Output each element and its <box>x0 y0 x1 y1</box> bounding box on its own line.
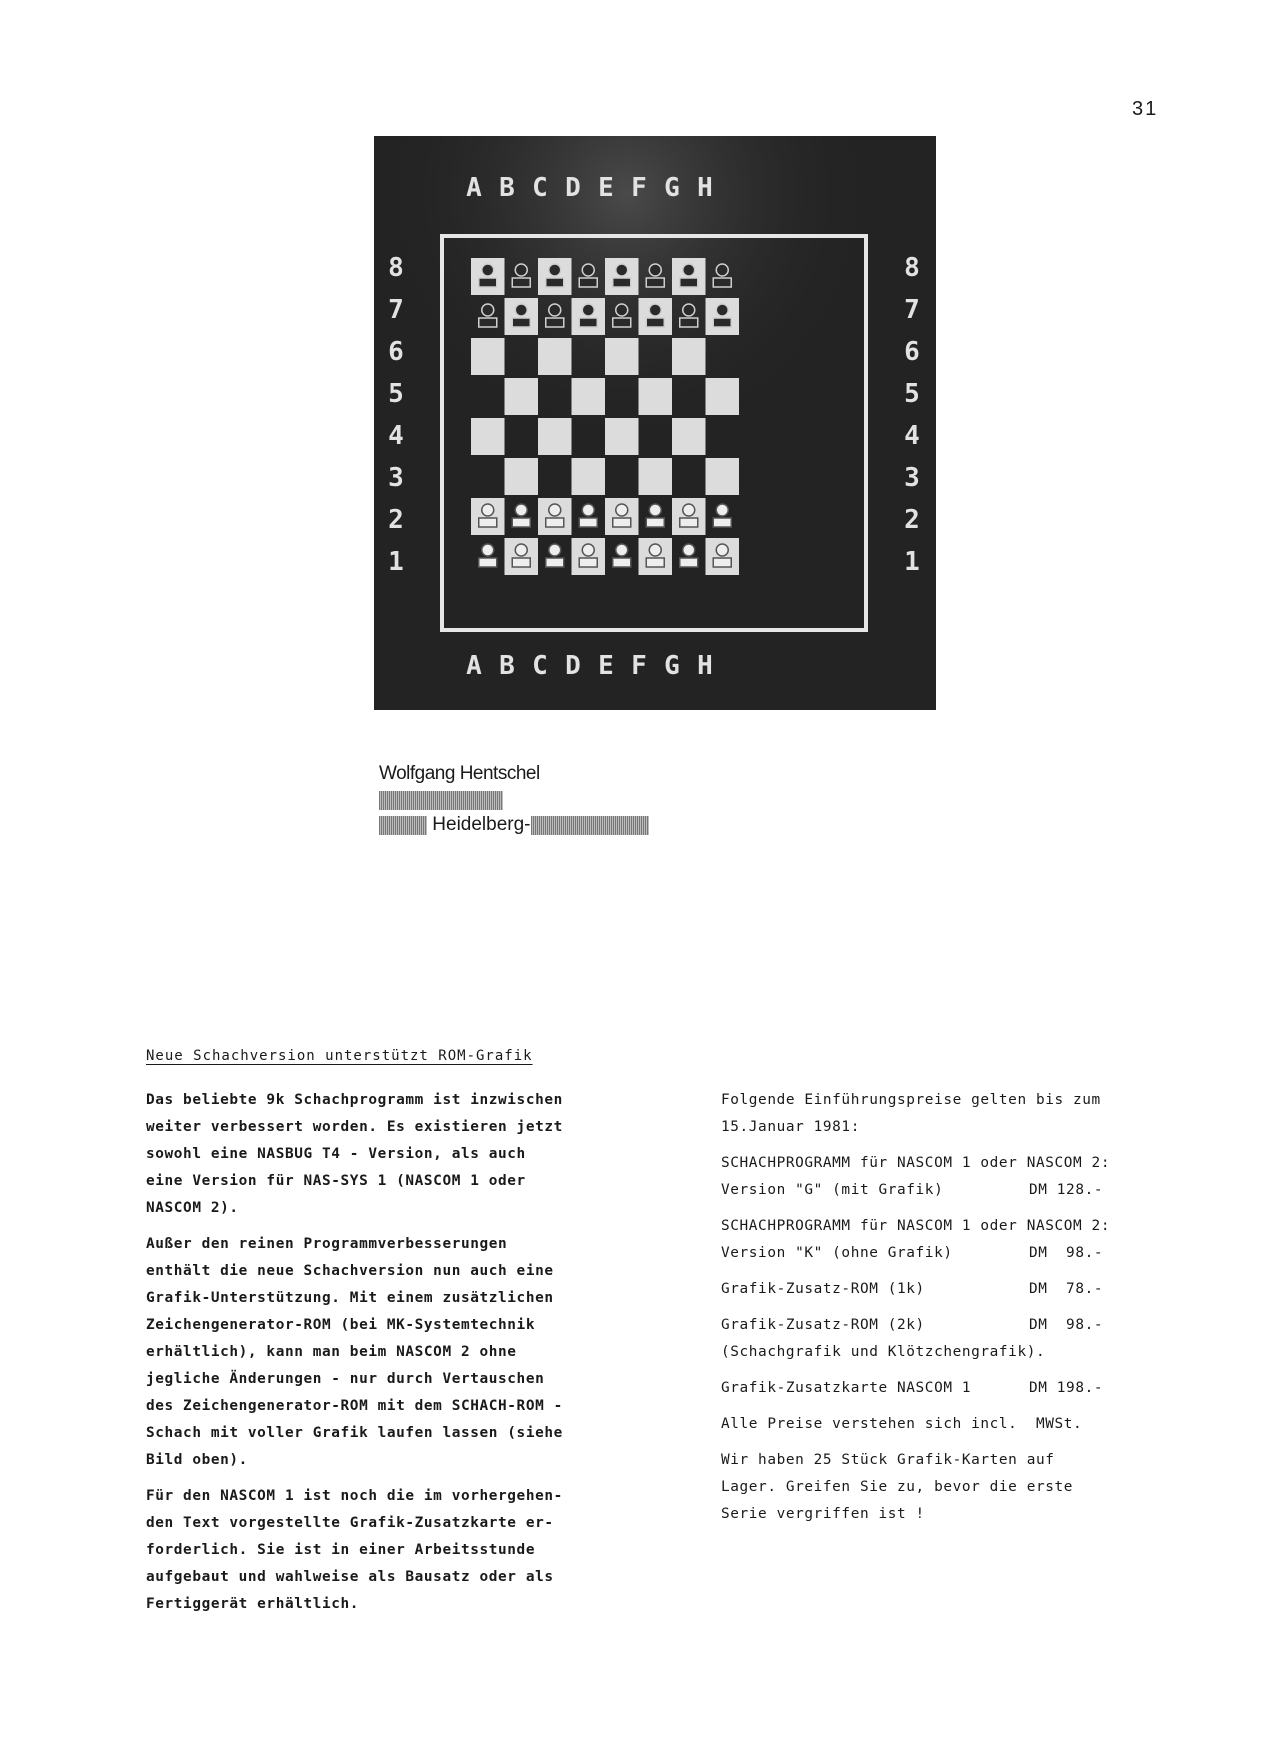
price-item-amount: DM 128.- <box>1029 1182 1104 1198</box>
light-piece-base <box>546 558 564 567</box>
rank-label-right: 2 <box>904 505 920 535</box>
light-piece-base <box>713 518 731 527</box>
light-piece <box>683 544 695 556</box>
dark-piece-base <box>546 318 564 327</box>
dark-piece <box>716 304 728 316</box>
file-label-bottom: D <box>565 651 581 681</box>
price-item-amount: DM 198.- <box>1029 1380 1104 1396</box>
light-piece-base <box>479 558 497 567</box>
light-square <box>538 338 572 375</box>
file-label-bottom: A <box>466 651 482 681</box>
light-square <box>572 458 606 495</box>
file-label-top: C <box>532 173 548 203</box>
rank-label-right: 4 <box>904 421 920 451</box>
light-piece-base <box>579 518 597 527</box>
page-number: 31 <box>1132 98 1159 120</box>
dark-piece-base <box>713 278 731 287</box>
light-piece-base <box>512 558 530 567</box>
author-city-line <box>379 814 649 836</box>
price-item-amount: DM 78.- <box>1029 1281 1104 1297</box>
light-square <box>605 418 639 455</box>
light-piece <box>515 504 527 516</box>
chessboard-image <box>374 136 936 710</box>
light-square <box>471 418 505 455</box>
dark-piece <box>683 304 695 316</box>
rank-label-right: 5 <box>904 379 920 409</box>
light-square <box>639 458 673 495</box>
light-square <box>672 338 706 375</box>
light-piece-base <box>579 558 597 567</box>
price-item-header: SCHACHPROGRAMM für NASCOM 1 oder NASCOM 2: <box>721 1218 1111 1234</box>
vat-note: Alle Preise verstehen sich incl. MWSt. <box>721 1416 1083 1432</box>
author-name: Wolfgang Hentschel <box>379 763 540 784</box>
light-piece <box>616 544 628 556</box>
dark-piece <box>582 304 594 316</box>
light-square <box>639 378 673 415</box>
file-label-top: H <box>697 173 713 203</box>
price-item-label: Grafik-Zusatzkarte NASCOM 1 <box>721 1380 972 1396</box>
price-item-header: SCHACHPROGRAMM für NASCOM 1 oder NASCOM 2: <box>721 1155 1111 1171</box>
article-headline: Neue Schachversion unterstützt ROM-Grafik <box>146 1048 533 1064</box>
redaction-bar <box>531 816 649 835</box>
dark-piece-base <box>579 278 597 287</box>
file-label-bottom: H <box>697 651 713 681</box>
price-item-amount: DM 98.- <box>1029 1317 1104 1333</box>
light-square <box>706 458 740 495</box>
price-item <box>721 1312 1191 1366</box>
light-piece <box>683 504 695 516</box>
dark-piece-base <box>680 318 698 327</box>
rank-label-left: 5 <box>388 379 404 409</box>
redaction-bar <box>379 791 503 810</box>
price-item-label: Grafik-Zusatz-ROM (2k) <box>721 1317 925 1333</box>
article-paragraph: Das beliebte 9k Schachprogramm ist inzwischen weiter verbessert worden. Es existieren jetzt sowohl eine NASBUG T4 - Version, als auch eine Version für NAS-SYS 1 (NASCOM 1 oder NASCOM 2). <box>146 1092 563 1216</box>
dark-piece <box>549 264 561 276</box>
light-piece <box>616 504 628 516</box>
dark-piece <box>482 264 494 276</box>
rank-label-right: 8 <box>904 253 920 283</box>
dark-piece <box>582 264 594 276</box>
light-piece-base <box>713 558 731 567</box>
light-piece <box>482 544 494 556</box>
dark-piece-base <box>479 278 497 287</box>
author-city: Heidelberg- <box>432 814 531 835</box>
dark-piece <box>482 304 494 316</box>
light-piece <box>549 544 561 556</box>
dark-piece-base <box>713 318 731 327</box>
dark-piece <box>515 304 527 316</box>
file-label-bottom: G <box>664 651 680 681</box>
rank-label-right: 1 <box>904 547 920 577</box>
dark-piece-base <box>613 278 631 287</box>
light-piece-base <box>646 558 664 567</box>
file-label-top: A <box>466 173 482 203</box>
price-item-amount: DM 98.- <box>1029 1245 1104 1261</box>
dark-piece-base <box>613 318 631 327</box>
light-piece-base <box>479 518 497 527</box>
rank-label-left: 4 <box>388 421 404 451</box>
dark-piece <box>649 304 661 316</box>
dark-piece-base <box>479 318 497 327</box>
article-paragraph: Außer den reinen Programmverbesserungen enthält die neue Schachversion nun auch eine Grafik-Unterstützung. Mit einem zusätzlichen Zeichengenerator-ROM (bei MK-Systemtechnik erhältlich), kann man beim NASCOM 2 ohne jegliche Änderungen - nur durch Vertauschen des Zeichengenerator-ROM mit dem SCHACH-ROM - Schach mit voller Grafik laufen lassen (siehe Bild oben). <box>146 1236 563 1468</box>
price-intro: Folgende Einführungspreise gelten bis zum 15.Januar 1981: <box>721 1092 1101 1135</box>
price-item-note: (Schachgrafik und Klötzchengrafik). <box>721 1344 1046 1360</box>
file-label-top: E <box>598 173 614 203</box>
dark-piece-base <box>579 318 597 327</box>
dark-piece <box>616 264 628 276</box>
rank-label-right: 6 <box>904 337 920 367</box>
light-square <box>471 338 505 375</box>
dark-piece <box>616 304 628 316</box>
light-piece-base <box>646 518 664 527</box>
article-left-column <box>146 1087 666 1627</box>
rank-label-left: 3 <box>388 463 404 493</box>
light-piece <box>716 504 728 516</box>
light-piece-base <box>613 518 631 527</box>
dark-piece-base <box>646 318 664 327</box>
price-item-label: Version "K" (ohne Grafik) <box>721 1245 953 1261</box>
dark-piece <box>716 264 728 276</box>
dark-piece-base <box>546 278 564 287</box>
file-label-bottom: F <box>631 651 647 681</box>
light-piece-base <box>613 558 631 567</box>
article-paragraph: Für den NASCOM 1 ist noch die im vorhergehen- den Text vorgestellte Grafik-Zusatzkarte er- forderlich. Sie ist in einer Arbeitsstunde aufgebaut und wahlweise als Bausatz oder als Fertiggerät erhältlich. <box>146 1488 563 1612</box>
price-item <box>721 1276 1191 1303</box>
dark-piece-base <box>512 318 530 327</box>
dark-piece-base <box>680 278 698 287</box>
price-item <box>721 1150 1191 1204</box>
light-piece <box>716 544 728 556</box>
file-label-bottom: C <box>532 651 548 681</box>
price-item <box>721 1375 1191 1402</box>
light-square <box>605 338 639 375</box>
file-label-bottom: B <box>499 651 515 681</box>
rank-label-left: 8 <box>388 253 404 283</box>
light-square <box>505 378 539 415</box>
light-piece <box>482 504 494 516</box>
rank-label-right: 7 <box>904 295 920 325</box>
dark-piece <box>515 264 527 276</box>
chess-screen-photo <box>374 136 936 710</box>
light-square <box>672 418 706 455</box>
rank-label-left: 1 <box>388 547 404 577</box>
author-address-redacted <box>379 790 503 810</box>
light-piece <box>649 504 661 516</box>
screen-glare <box>374 136 936 710</box>
file-label-top: B <box>499 173 515 203</box>
light-piece <box>582 544 594 556</box>
dark-piece <box>549 304 561 316</box>
light-piece-base <box>680 558 698 567</box>
light-piece <box>649 544 661 556</box>
price-item-label: Grafik-Zusatz-ROM (1k) <box>721 1281 925 1297</box>
light-piece <box>515 544 527 556</box>
light-piece <box>582 504 594 516</box>
rank-label-left: 2 <box>388 505 404 535</box>
light-piece-base <box>546 518 564 527</box>
light-piece-base <box>680 518 698 527</box>
light-square <box>538 418 572 455</box>
light-square <box>572 378 606 415</box>
closing-text: Wir haben 25 Stück Grafik-Karten auf Lager. Greifen Sie zu, bevor die erste Serie vergriffen ist ! <box>721 1452 1074 1522</box>
light-piece <box>549 504 561 516</box>
light-piece-base <box>512 518 530 527</box>
rank-label-left: 6 <box>388 337 404 367</box>
dark-piece-base <box>512 278 530 287</box>
price-column <box>721 1087 1191 1537</box>
light-square <box>505 458 539 495</box>
rank-label-right: 3 <box>904 463 920 493</box>
file-label-top: D <box>565 173 581 203</box>
file-label-bottom: E <box>598 651 614 681</box>
dark-piece <box>683 264 695 276</box>
redaction-bar <box>379 816 427 835</box>
price-item-label: Version "G" (mit Grafik) <box>721 1182 944 1198</box>
dark-piece-base <box>646 278 664 287</box>
file-label-top: G <box>664 173 680 203</box>
rank-label-left: 7 <box>388 295 404 325</box>
light-square <box>706 378 740 415</box>
dark-piece <box>649 264 661 276</box>
price-item <box>721 1213 1191 1267</box>
file-label-top: F <box>631 173 647 203</box>
